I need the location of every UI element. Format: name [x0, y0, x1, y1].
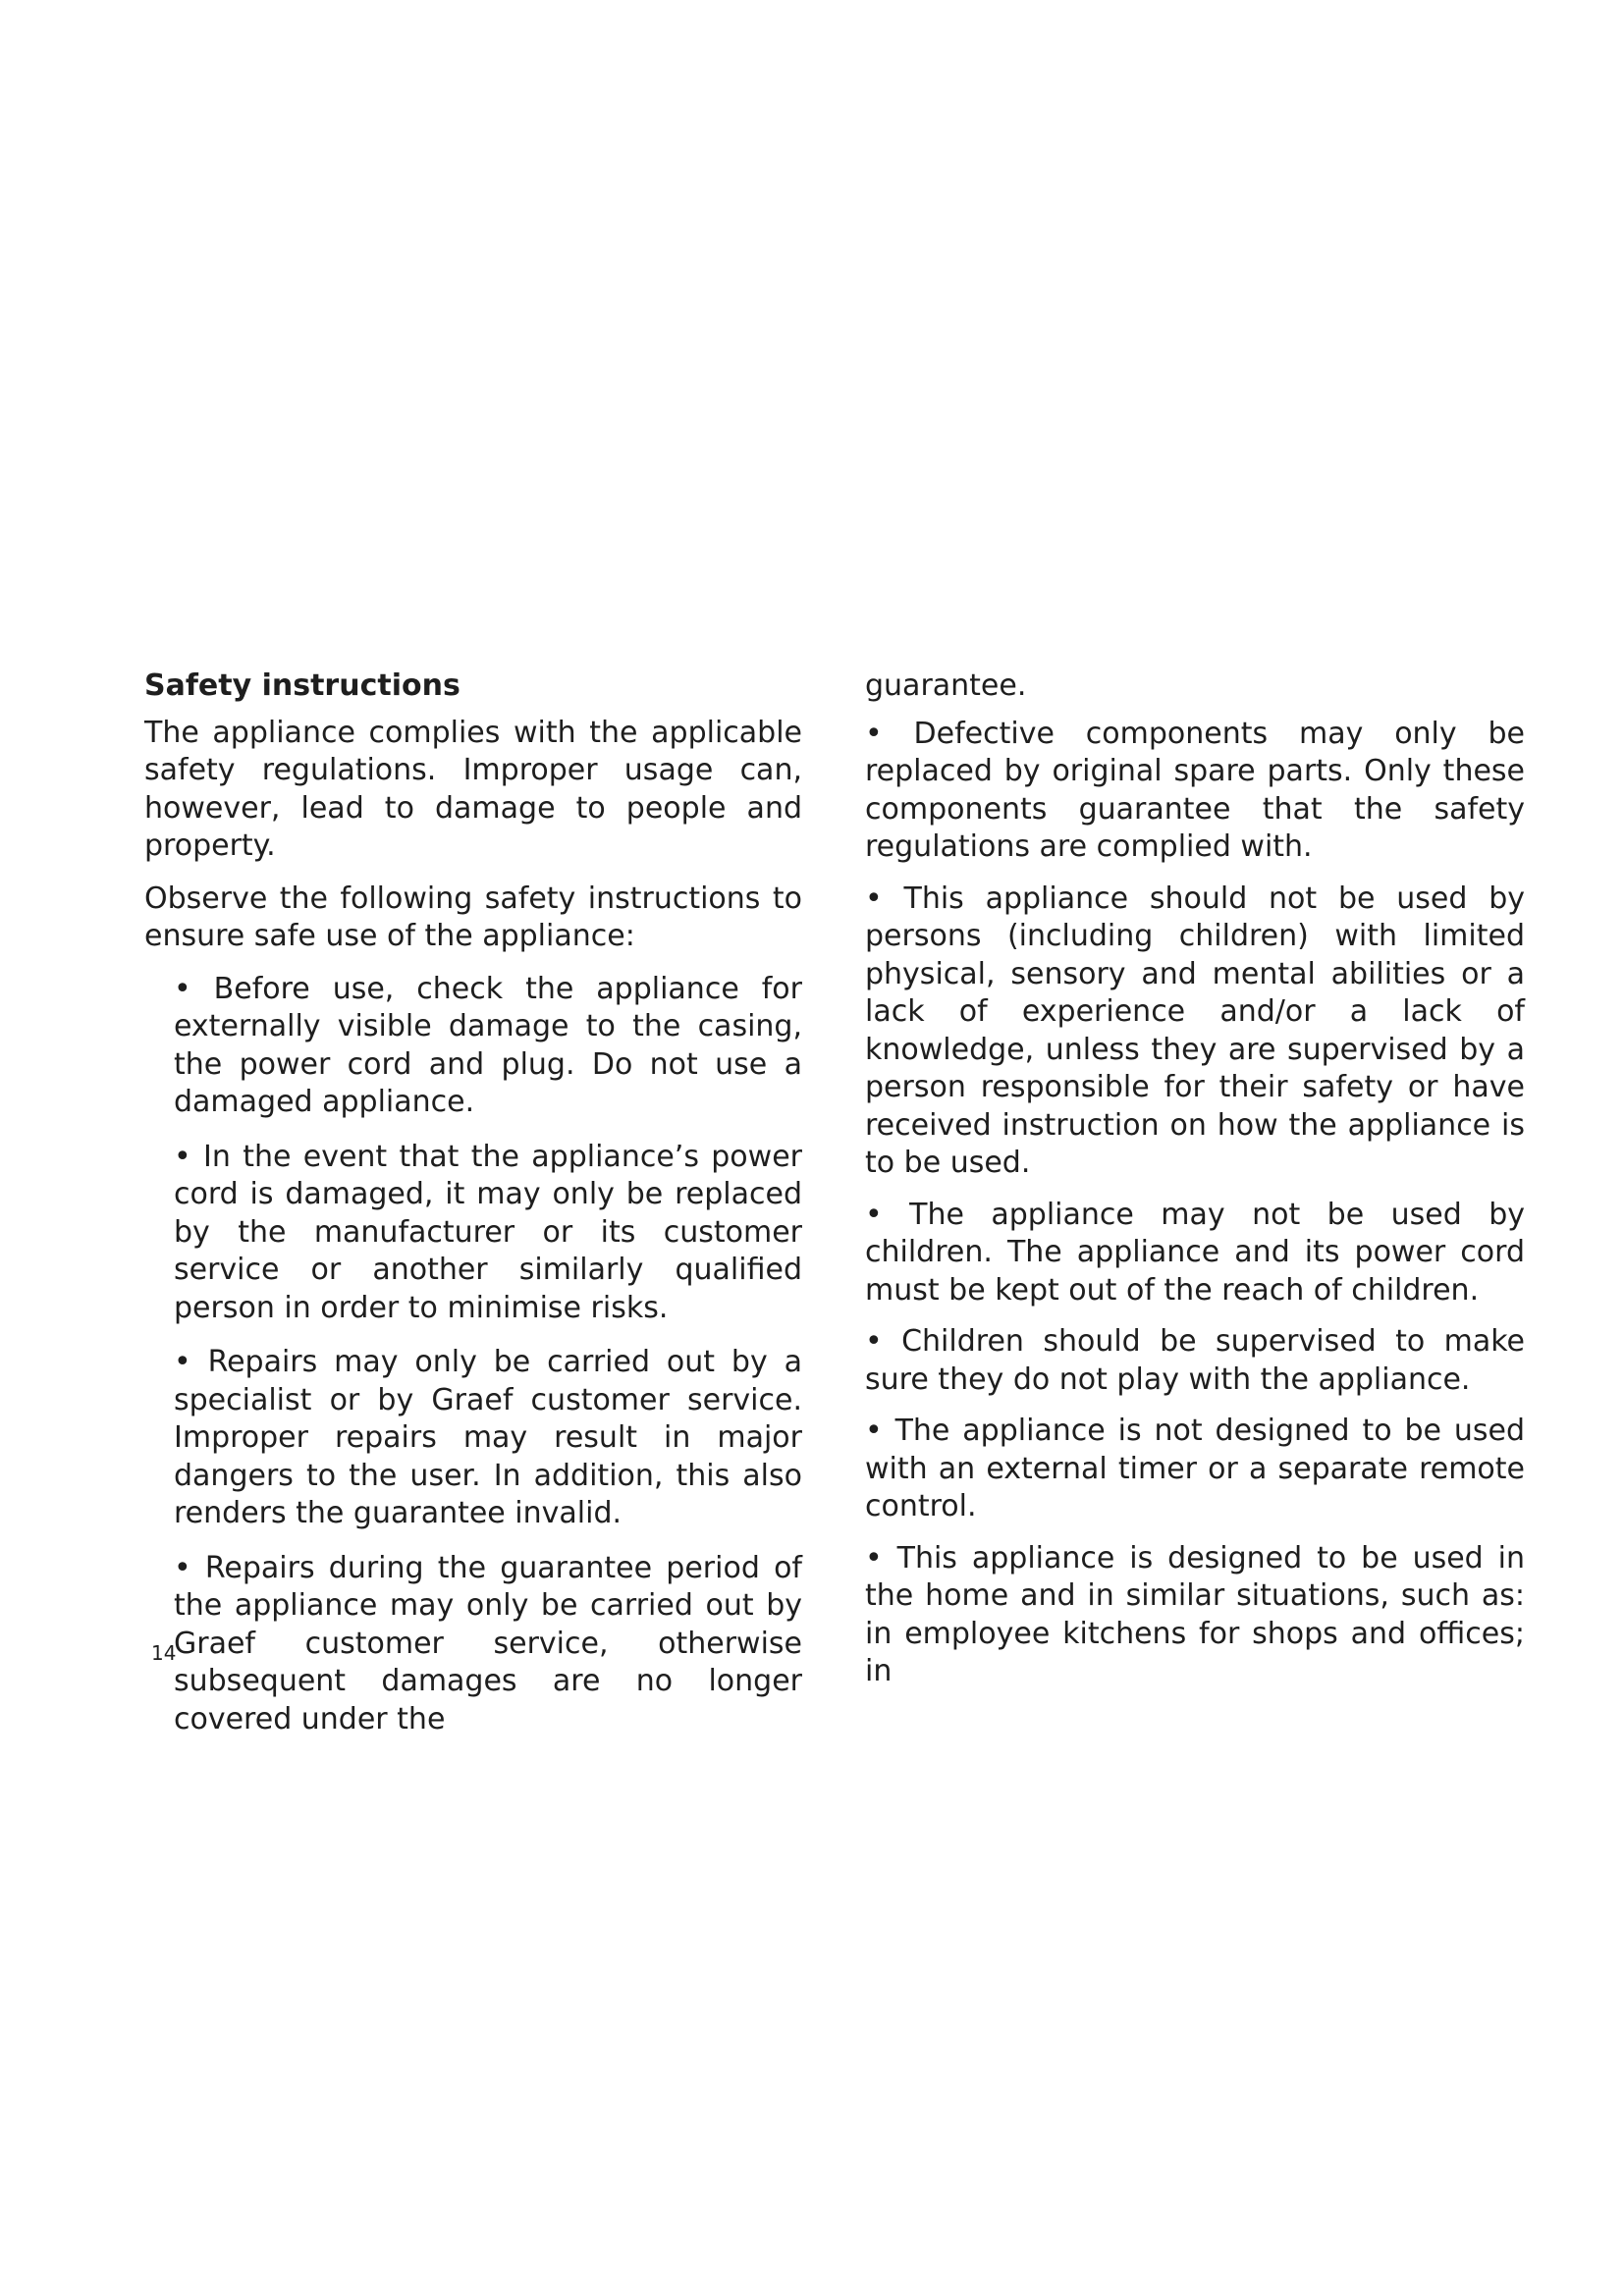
bullet-item: • This appliance should not be used by persons (including children) with limited physical, sensory and mental abilities or a lack of experience and/or a lack of knowledge, unless they are supervised by a person responsible for their safety or have received instruction on how the appliance is to be used.	[865, 881, 1525, 1180]
intro-paragraph: Observe the following safety instructions to ensure safe use of the appliance:	[144, 881, 802, 953]
right-column	[865, 667, 1525, 1705]
bullet-item: • Before use, check the appliance for externally visible damage to the casing, the power cord and plug. Do not use a damaged appliance.	[174, 971, 802, 1119]
bullet-item: • The appliance is not designed to be used with an external timer or a separate remote control.	[865, 1414, 1525, 1523]
bullet-item: • This appliance is designed to be used in the home and in similar situations, such as: in employee kitchens for shops and offices; in	[865, 1540, 1525, 1688]
bullet-list	[174, 971, 802, 1739]
bullet-item: • Defective components may only be replaced by original spare parts. Only these components guarantee that the safety regulations are complied with.	[865, 716, 1525, 864]
page-number: 14	[151, 1641, 177, 1665]
bullet-item: • Repairs may only be carried out by a specialist or by Graef customer service. Improper repairs may result in major dangers to the user. In addition, this also renders the guarantee invalid.	[174, 1345, 802, 1530]
bullet-item: • In the event that the appliance’s power cord is damaged, it may only be replaced by the manufacturer or its customer service or another similarly qualified person in order to minimise risks.	[174, 1139, 802, 1325]
left-column	[144, 667, 802, 1755]
bullet-item: • The appliance may not be used by children. The appliance and its power cord must be kept out of the reach of children.	[865, 1197, 1525, 1308]
intro-paragraph: The appliance complies with the applicable safety regulations. Improper usage can, however, lead to damage to people and property.	[144, 715, 802, 863]
continuation-text: guarantee.	[865, 668, 1027, 703]
bullet-item: • Children should be supervised to make sure they do not play with the appliance.	[865, 1324, 1525, 1397]
bullet-item: • Repairs during the guarantee period of the appliance may only be carried out by Graef customer service, otherwise subsequent damages are no longer covered under the	[174, 1550, 802, 1736]
section-heading: Safety instructions	[144, 668, 460, 703]
